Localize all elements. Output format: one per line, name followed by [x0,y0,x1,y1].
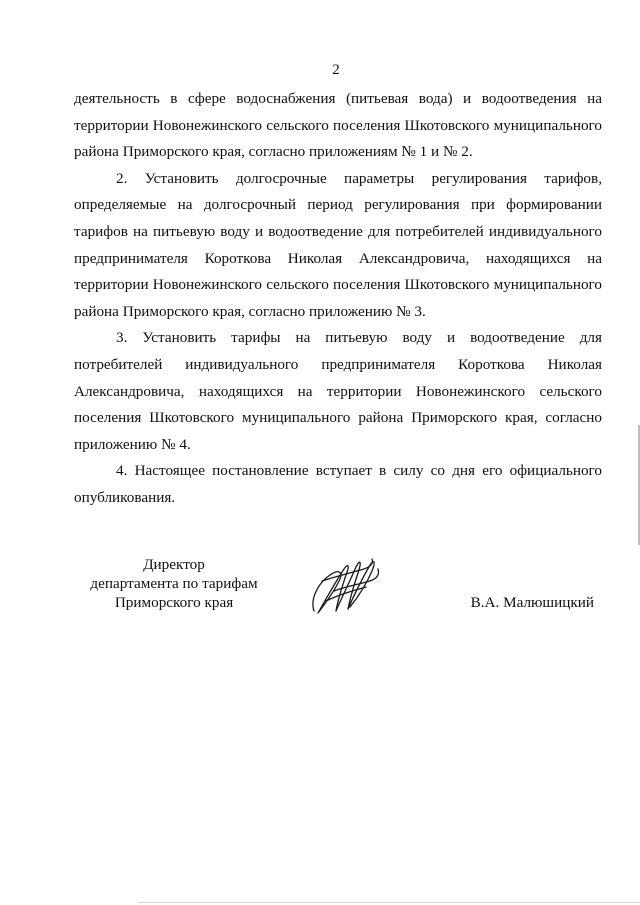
signatory-name: В.А. Малюшицкий [470,594,594,611]
signatory-position-line-1: Директор [143,556,205,573]
paragraph-item-4: 4. Настоящее постановление вступает в силу со дня его официального опубликования. [74,462,602,506]
paragraph-continuation: деятельность в сфере водоснабжения (питьевая вода) и водоотведения на территории Новонежинского сельского поселения Шкотовского муниципального района Приморского края, согласно приложениям № 1 и № 2. [74,90,602,161]
page-number: 2 [332,62,340,78]
scan-bottom-line [138,902,640,903]
handwritten-signature [304,551,384,621]
signatory-position [74,555,274,612]
paragraph-item-3: 3. Установить тарифы на питьевую воду и водоотведение для потребителей индивидуального предпринимателя Короткова Николая Александровича, находящихся на территории Новонежинского сельского поселения Шкотовского муниципального района Приморского края, согласно приложению № 4. [74,329,602,453]
document-body [74,86,602,512]
signatory-position-line-3: Приморского края [114,594,234,611]
signatory-position-line-2: департамента по тарифам [90,575,258,592]
signature-block [74,555,602,625]
paragraph-item-2: 2. Установить долгосрочные параметры регулирования тарифов, определяемые на долгосрочный период регулирования при формировании тарифов на питьевую воду и водоотведение для потребителей индивидуального предпринимателя Короткова Николая Александровича, находящихся на территории Новонежинского сельского поселения Шкотовского муниципального района Приморского края, согласно приложению № 3. [74,169,602,320]
